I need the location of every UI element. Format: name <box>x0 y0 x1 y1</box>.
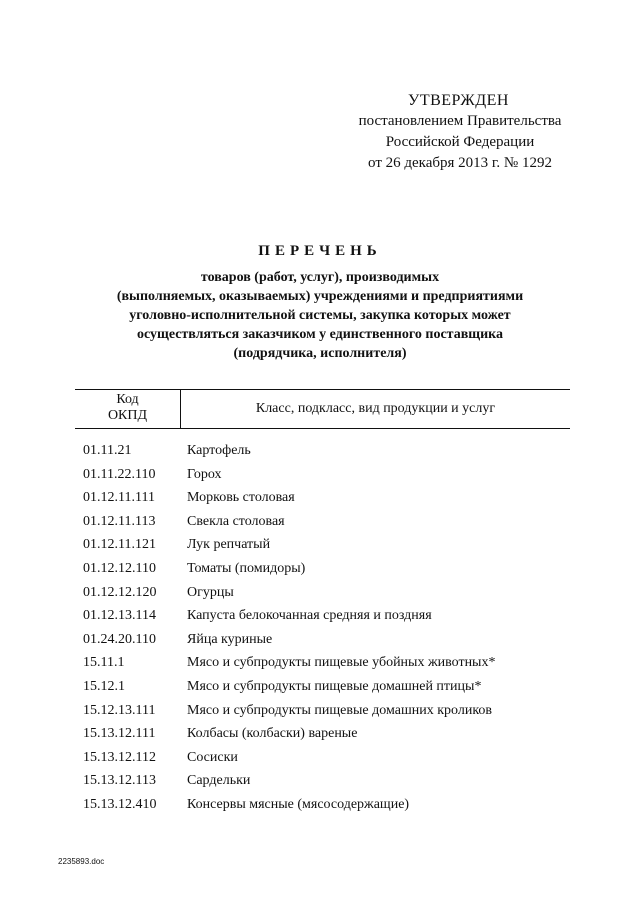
table-row <box>83 724 563 748</box>
subtitle-line-1: товаров (работ, услуг), производимых <box>200 270 440 285</box>
row-name: Капуста белокочанная средняя и поздняя <box>187 608 432 624</box>
column-header-code-line-2: ОКПД <box>107 408 148 423</box>
row-name: Свекла столовая <box>187 513 285 529</box>
subtitle-line-3: уголовно-исполнительной системы, закупка которых может <box>129 308 511 323</box>
file-name-footer: 2235893.doc <box>58 857 105 866</box>
subtitle-line-4: осуществляться заказчиком у единственного поставщика <box>136 327 504 342</box>
table-header <box>75 389 570 429</box>
table-row <box>83 653 563 677</box>
row-name: Огурцы <box>187 584 234 600</box>
row-code: 01.12.12.110 <box>83 560 156 576</box>
table-row <box>83 441 563 465</box>
row-code: 01.11.22.110 <box>83 466 156 482</box>
table-row <box>83 512 563 536</box>
row-code: 01.12.11.113 <box>83 513 156 529</box>
row-name: Яйца куриные <box>187 631 273 647</box>
row-code: 15.13.12.112 <box>83 749 156 765</box>
row-code: 15.13.12.111 <box>83 726 156 742</box>
approval-line-3: от 26 декабря 2013 г. № 1292 <box>368 155 552 171</box>
table-row <box>83 795 563 819</box>
row-code: 15.11.1 <box>83 655 125 671</box>
row-name: Морковь столовая <box>187 490 295 506</box>
approval-heading: УТВЕРЖДЕН <box>408 92 509 109</box>
column-header-code <box>75 390 180 428</box>
row-name: Консервы мясные (мясосодержащие) <box>187 796 410 812</box>
row-code: 01.12.13.114 <box>83 608 156 624</box>
row-name: Томаты (помидоры) <box>187 560 306 576</box>
table-row <box>83 488 563 512</box>
row-code: 15.12.1 <box>83 678 125 694</box>
table-row <box>83 559 563 583</box>
row-code: 15.12.13.111 <box>83 702 156 718</box>
row-name: Горох <box>187 466 222 482</box>
row-name: Лук репчатый <box>187 537 271 553</box>
column-header-class: Класс, подкласс, вид продукции и услуг <box>255 401 496 416</box>
document-title: ПЕРЕЧЕНЬ <box>258 243 382 259</box>
table-row <box>83 465 563 489</box>
row-code: 15.13.12.113 <box>83 773 156 789</box>
subtitle-line-2: (выполняемых, оказываемых) учреждениями и предприятиями <box>116 289 524 304</box>
document-subtitle <box>70 268 570 363</box>
table-row <box>83 748 563 772</box>
table-row <box>83 677 563 701</box>
row-code: 01.24.20.110 <box>83 631 156 647</box>
row-code: 01.12.11.111 <box>83 490 155 506</box>
table-row <box>83 701 563 725</box>
column-header-code-line-1: Код <box>116 392 139 407</box>
row-name: Сосиски <box>187 749 238 765</box>
row-code: 01.12.11.121 <box>83 537 156 553</box>
row-code: 01.12.12.120 <box>83 584 157 600</box>
subtitle-line-5: (подрядчика, исполнителя) <box>233 346 407 361</box>
table-row <box>83 535 563 559</box>
row-code: 01.11.21 <box>83 443 132 458</box>
table-row <box>83 583 563 607</box>
approval-line-2: Российской Федерации <box>385 134 535 150</box>
table-body <box>83 441 563 819</box>
row-name: Сардельки <box>187 773 251 789</box>
row-name: Мясо и субпродукты пищевые убойных животных* <box>187 655 496 671</box>
table-row <box>83 771 563 795</box>
row-name: Картофель <box>187 443 251 458</box>
row-name: Колбасы (колбаски) вареные <box>187 726 358 742</box>
table-row <box>83 606 563 630</box>
row-name: Мясо и субпродукты пищевые домашних кроликов <box>187 702 493 718</box>
approval-block <box>330 90 590 174</box>
table-row <box>83 630 563 654</box>
row-code: 15.13.12.410 <box>83 796 157 812</box>
approval-line-1: постановлением Правительства <box>358 113 562 129</box>
row-name: Мясо и субпродукты пищевые домашней птицы* <box>187 678 482 694</box>
